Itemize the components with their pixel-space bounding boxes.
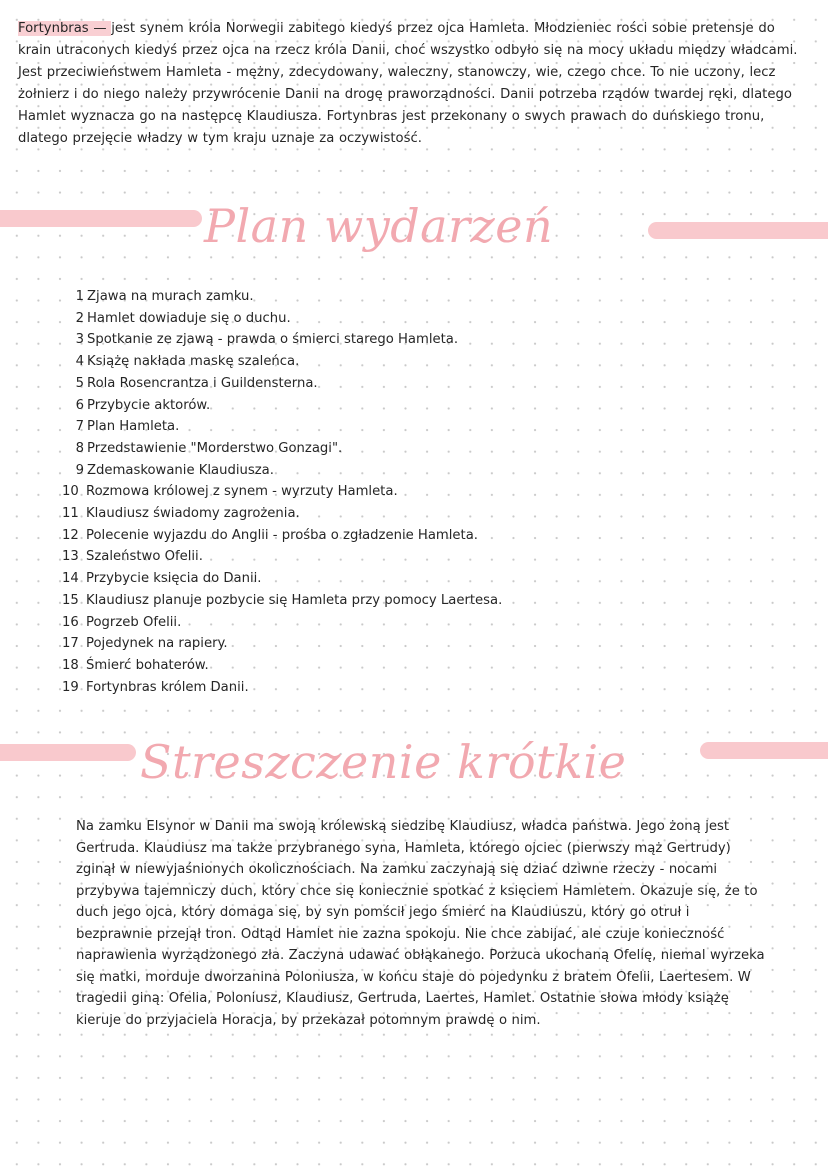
plan-item — [62, 503, 502, 525]
plan-item-number: 18 — [62, 657, 79, 673]
plan-item — [62, 460, 502, 482]
plan-item-number: 17 — [62, 636, 79, 652]
plan-item-text: Rozmowa królowej z synem - wyrzuty Hamleta. — [86, 484, 398, 500]
plan-item — [62, 677, 502, 699]
plan-heading: Plan wydarzeń — [204, 199, 554, 253]
intro-text: jest synem króla Norwegii zabitego kiedyś przez ojca Hamleta. Młodzieniec rości sobie pretensje do krain utraconych kiedyś przez ojca na rzecz króla Danii, choć wszystko odbyło się na mocy układu między władcami. Jest przeciwieństwem Hamleta - mężny, zdecydowany, waleczny, stanowczy, wie, czego chce. To nie uczony, lecz żołnierz i do niego należy przywrócenie Danii na drogę praworządności. Danii potrzeba rządów twardej ręki, dlatego Hamlet wyznacza go na następcę Klaudiusza. Fortynbras jest przekonany o swych prawach do duńskiego tronu, dlatego przejęcie władzy w tym kraju uznaje za oczywistość. — [18, 21, 798, 146]
plan-item-text: Klaudiusz świadomy zagrożenia. — [86, 506, 300, 522]
plan-item-text: Polecenie wyjazdu do Anglii - prośba o zgładzenie Hamleta. — [86, 527, 478, 543]
plan-list — [62, 286, 502, 698]
plan-item-number: 8 — [75, 440, 84, 456]
plan-item-text: Przybycie księcia do Danii. — [86, 571, 262, 587]
summary-heading: Streszczenie krótkie — [140, 735, 627, 789]
banner-stripe-left — [0, 210, 202, 227]
summary-heading-banner — [0, 730, 828, 790]
plan-item-number: 3 — [75, 332, 84, 348]
plan-item-number: 5 — [75, 375, 84, 391]
plan-item-number: 2 — [75, 310, 84, 326]
summary-paragraph: Na zamku Elsynor w Danii ma swoją królewską siedzibę Klaudiusz, władca państwa. Jego żoną jest Gertruda. Klaudiusz ma także przybranego syna, Hamleta, którego ojciec (pierwszy mąż Gertrudy) zginął w niewyjaśnionych okolicznościach. Na zamku zaczynają się dziać dziwne rzeczy - nocami przybywa tajemniczy duch, który chce się koniecznie spotkać z księciem Hamletem. Okazuje się, że to duch jego ojca, który domaga się, by syn pomścił jego śmierć na Klaudiuszu, który go otruł i bezprawnie przejął tron. Odtąd Hamlet nie zazna spokoju. Nie chce zabijać, ale czuje konieczność naprawienia wyrządzonego zła. Zaczyna udawać obłąkanego. Porzuca ukochaną Ofelię, niemal wyrzeka się matki, morduje dworzanina Poloniusza, w końcu staje do pojedynku z bratem Ofelii, Laertesem. W tragedii giną: Ofelia, Poloniusz, Klaudiusz, Gertruda, Laertes, Hamlet. Ostatnie słowa młody książę kieruje do przyjaciela Horacja, by przekazał potomnym prawdę o nim. — [76, 819, 765, 1028]
plan-item — [62, 373, 502, 395]
plan-item — [62, 546, 502, 568]
plan-item — [62, 416, 502, 438]
plan-item-text: Szaleństwo Ofelii. — [86, 549, 203, 565]
plan-item-number: 15 — [62, 592, 79, 608]
plan-item-text: Zjawa na murach zamku. — [87, 289, 254, 304]
term-fortynbras: Fortynbras — [18, 21, 89, 36]
plan-item — [62, 525, 502, 547]
plan-item-number: 4 — [75, 354, 84, 370]
plan-item-text: Hamlet dowiaduje się o duchu. — [87, 310, 291, 326]
plan-item — [62, 438, 502, 460]
plan-item — [62, 481, 502, 503]
term-highlight — [18, 21, 111, 36]
plan-item-number: 7 — [75, 419, 84, 435]
plan-item-text: Plan Hamleta. — [87, 419, 180, 435]
banner-stripe-left — [0, 744, 136, 761]
plan-item-number: 6 — [75, 397, 84, 413]
plan-item-number: 1 — [75, 289, 84, 304]
plan-item-text: Śmierć bohaterów. — [86, 657, 209, 673]
plan-item-text: Książę nakłada maskę szaleńca. — [87, 354, 300, 370]
plan-item — [62, 568, 502, 590]
plan-item-number: 14 — [62, 571, 79, 587]
plan-item-number: 10 — [62, 484, 79, 500]
plan-item — [62, 633, 502, 655]
plan-item-text: Pogrzeb Ofelii. — [86, 614, 182, 630]
plan-item-number: 11 — [62, 506, 79, 522]
plan-item-text: Przybycie aktorów. — [87, 397, 211, 413]
plan-item — [62, 612, 502, 634]
banner-stripe-right — [648, 222, 828, 239]
plan-item — [62, 590, 502, 612]
plan-item-number: 12 — [62, 527, 79, 543]
plan-item-text: Klaudiusz planuje pozbycie się Hamleta przy pomocy Laertesa. — [86, 592, 503, 608]
intro-paragraph — [18, 18, 808, 150]
plan-item — [62, 351, 502, 373]
plan-item-number: 13 — [62, 549, 79, 565]
plan-item-text: Spotkanie ze zjawą - prawda o śmierci starego Hamleta. — [87, 332, 459, 348]
term-dash: — — [88, 21, 112, 36]
plan-item — [62, 655, 502, 677]
plan-item-text: Przedstawienie "Morderstwo Gonzagi". — [87, 440, 343, 456]
plan-item-number: 19 — [62, 679, 79, 695]
plan-item — [62, 308, 502, 330]
plan-item — [62, 395, 502, 417]
plan-heading-banner — [0, 199, 828, 262]
plan-item-number: 16 — [62, 614, 79, 630]
plan-item — [62, 286, 502, 308]
plan-item — [62, 329, 502, 351]
plan-item-text: Zdemaskowanie Klaudiusza. — [87, 462, 274, 478]
plan-item-text: Rola Rosencrantza i Guildensterna. — [87, 375, 318, 391]
plan-item-text: Fortynbras królem Danii. — [86, 679, 249, 695]
plan-item-text: Pojedynek na rapiery. — [86, 636, 228, 652]
plan-item-number: 9 — [75, 462, 84, 478]
banner-stripe-right — [700, 742, 828, 759]
